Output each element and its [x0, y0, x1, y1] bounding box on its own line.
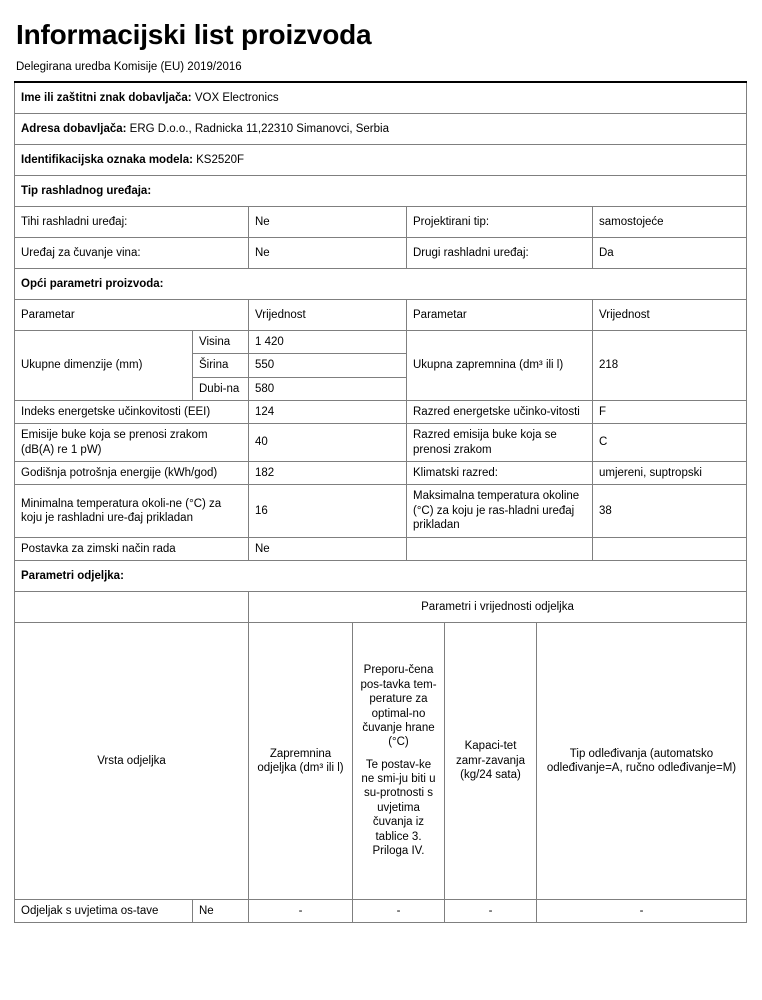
compartment-temperature-header-main: Preporu-čena pos-tavka tem-perature za optimal-no čuvanje hrane (°C) [360, 664, 437, 749]
table-row-noise [15, 424, 747, 462]
compartment-present-value: Ne [193, 899, 249, 922]
header-parameter-right: Parametar [407, 299, 593, 330]
supplier-name-cell [15, 82, 747, 114]
compartment-defrost-type-value: - [537, 899, 747, 922]
table-row [15, 899, 747, 922]
noise-label: Emisije buke koja se prenosi zrakom (dB(A) re 1 pW) [15, 424, 249, 462]
energy-class-label: Razred energetske učinko-vitosti [407, 400, 593, 423]
compartment-table [14, 591, 747, 923]
compartment-volume-header: Zapremnina odjeljka (dm³ ili l) [249, 622, 353, 899]
header-value-left: Vrijednost [249, 299, 407, 330]
dimension-name-depth: Dubi-na [193, 377, 249, 400]
noise-class-label: Razred emisija buke koja se prenosi zrakom [407, 424, 593, 462]
dimension-value-height: 1 420 [249, 330, 407, 353]
design-type-label: Projektirani tip: [407, 206, 593, 237]
general-section-label: Opći parametri proizvoda: [15, 268, 747, 299]
eei-label: Indeks energetske učinkovitosti (EEI) [15, 400, 249, 423]
total-volume-value: 218 [593, 330, 747, 400]
product-fiche-table [14, 81, 747, 592]
header-value-right: Vrijednost [593, 299, 747, 330]
table-row-winter-setting [15, 537, 747, 560]
table-row-compartment-group-header [15, 591, 747, 622]
other-appliance-value: Da [593, 237, 747, 268]
compartment-group-header: Parametri i vrijednosti odjeljka [249, 591, 747, 622]
annual-energy-label: Godišnja potrošnja energije (kWh/god) [15, 462, 249, 485]
table-row-column-headers [15, 299, 747, 330]
table-row-eei [15, 400, 747, 423]
table-row-model [15, 144, 747, 175]
supplier-name-label: Ime ili zaštitni znak dobavljača: [21, 91, 192, 104]
min-ambient-value: 16 [249, 485, 407, 537]
eei-value: 124 [249, 400, 407, 423]
max-ambient-label: Maksimalna temperatura okoline (°C) za koju je ras-hladni uređaj prikladan [407, 485, 593, 537]
table-row-supplier-name [15, 82, 747, 114]
compartment-volume-value: - [249, 899, 353, 922]
compartment-temperature-header-note: Te postav-ke ne smi-ju biti u su-protnosti s uvjetima čuvanja iz tablice 3. Priloga IV. [361, 758, 436, 857]
compartment-type-header: Vrsta odjeljka [15, 622, 249, 899]
header-parameter-left: Parametar [15, 299, 249, 330]
model-value: KS2520F [196, 153, 245, 166]
max-ambient-value: 38 [593, 485, 747, 537]
other-appliance-label: Drugi rashladni uređaj: [407, 237, 593, 268]
winter-setting-blank-left [407, 537, 593, 560]
wine-storage-value: Ne [249, 237, 407, 268]
dimensions-label: Ukupne dimenzije (mm) [15, 330, 193, 400]
energy-class-value: F [593, 400, 747, 423]
table-row-compartment-column-headers [15, 622, 747, 899]
compartment-type-value: Odjeljak s uvjetima os-tave [15, 899, 193, 922]
supplier-address-label: Adresa dobavljača: [21, 122, 127, 135]
table-row-appliance-type-header [15, 175, 747, 206]
page-title: Informacijski list proizvoda [16, 19, 372, 50]
appliance-type-section-label: Tip rashladnog uređaja: [15, 175, 747, 206]
table-row-appliance-type-2 [15, 237, 747, 268]
climate-class-label: Klimatski razred: [407, 462, 593, 485]
table-row-supplier-address [15, 113, 747, 144]
compartment-group-blank [15, 591, 249, 622]
model-label: Identifikacijska oznaka modela: [21, 153, 193, 166]
model-cell [15, 144, 747, 175]
dimension-name-height: Visina [193, 330, 249, 353]
design-type-value: samostojeće [593, 206, 747, 237]
quiet-appliance-value: Ne [249, 206, 407, 237]
quiet-appliance-label: Tihi rashladni uređaj: [15, 206, 249, 237]
spacer [359, 750, 438, 758]
table-row-ambient-temperature [15, 485, 747, 537]
climate-class-value: umjereni, suptropski [593, 462, 747, 485]
table-row-appliance-type-1 [15, 206, 747, 237]
table-row-annual-energy [15, 462, 747, 485]
document-subtitle: Delegirana uredba Komisije (EU) 2019/2016 [16, 60, 242, 73]
compartment-freezing-capacity-value: - [445, 899, 537, 922]
annual-energy-value: 182 [249, 462, 407, 485]
compartment-temperature-header [353, 622, 445, 899]
noise-value: 40 [249, 424, 407, 462]
table-row-dimension-height [15, 330, 747, 353]
table-row-compartments-header [15, 560, 747, 591]
table-row-general-header [15, 268, 747, 299]
dimension-name-width: Širina [193, 354, 249, 377]
wine-storage-label: Uređaj za čuvanje vina: [15, 237, 249, 268]
total-volume-label: Ukupna zapremnina (dm³ ili l) [407, 330, 593, 400]
supplier-name-value: VOX Electronics [194, 91, 279, 104]
min-ambient-label: Minimalna temperatura okoli-ne (°C) za koju je rashladni ure-đaj prikladan [15, 485, 249, 537]
winter-setting-blank-right [593, 537, 747, 560]
supplier-address-value: ERG D.o.o., Radnicka 11,22310 Simanovci, Serbia [129, 122, 389, 135]
compartment-freezing-capacity-header: Kapaci-tet zamr-zavanja (kg/24 sata) [445, 622, 537, 899]
supplier-address-cell [15, 113, 747, 144]
compartment-defrost-type-header: Tip odleđivanja (automatsko odleđivanje=A, ručno odleđivanje=M) [537, 622, 747, 899]
winter-setting-value: Ne [249, 537, 407, 560]
dimension-value-depth: 580 [249, 377, 407, 400]
dimension-value-width: 550 [249, 354, 407, 377]
winter-setting-label: Postavka za zimski način rada [15, 537, 249, 560]
compartments-section-label: Parametri odjeljka: [15, 560, 747, 591]
noise-class-value: C [593, 424, 747, 462]
compartment-temperature-value: - [353, 899, 445, 922]
